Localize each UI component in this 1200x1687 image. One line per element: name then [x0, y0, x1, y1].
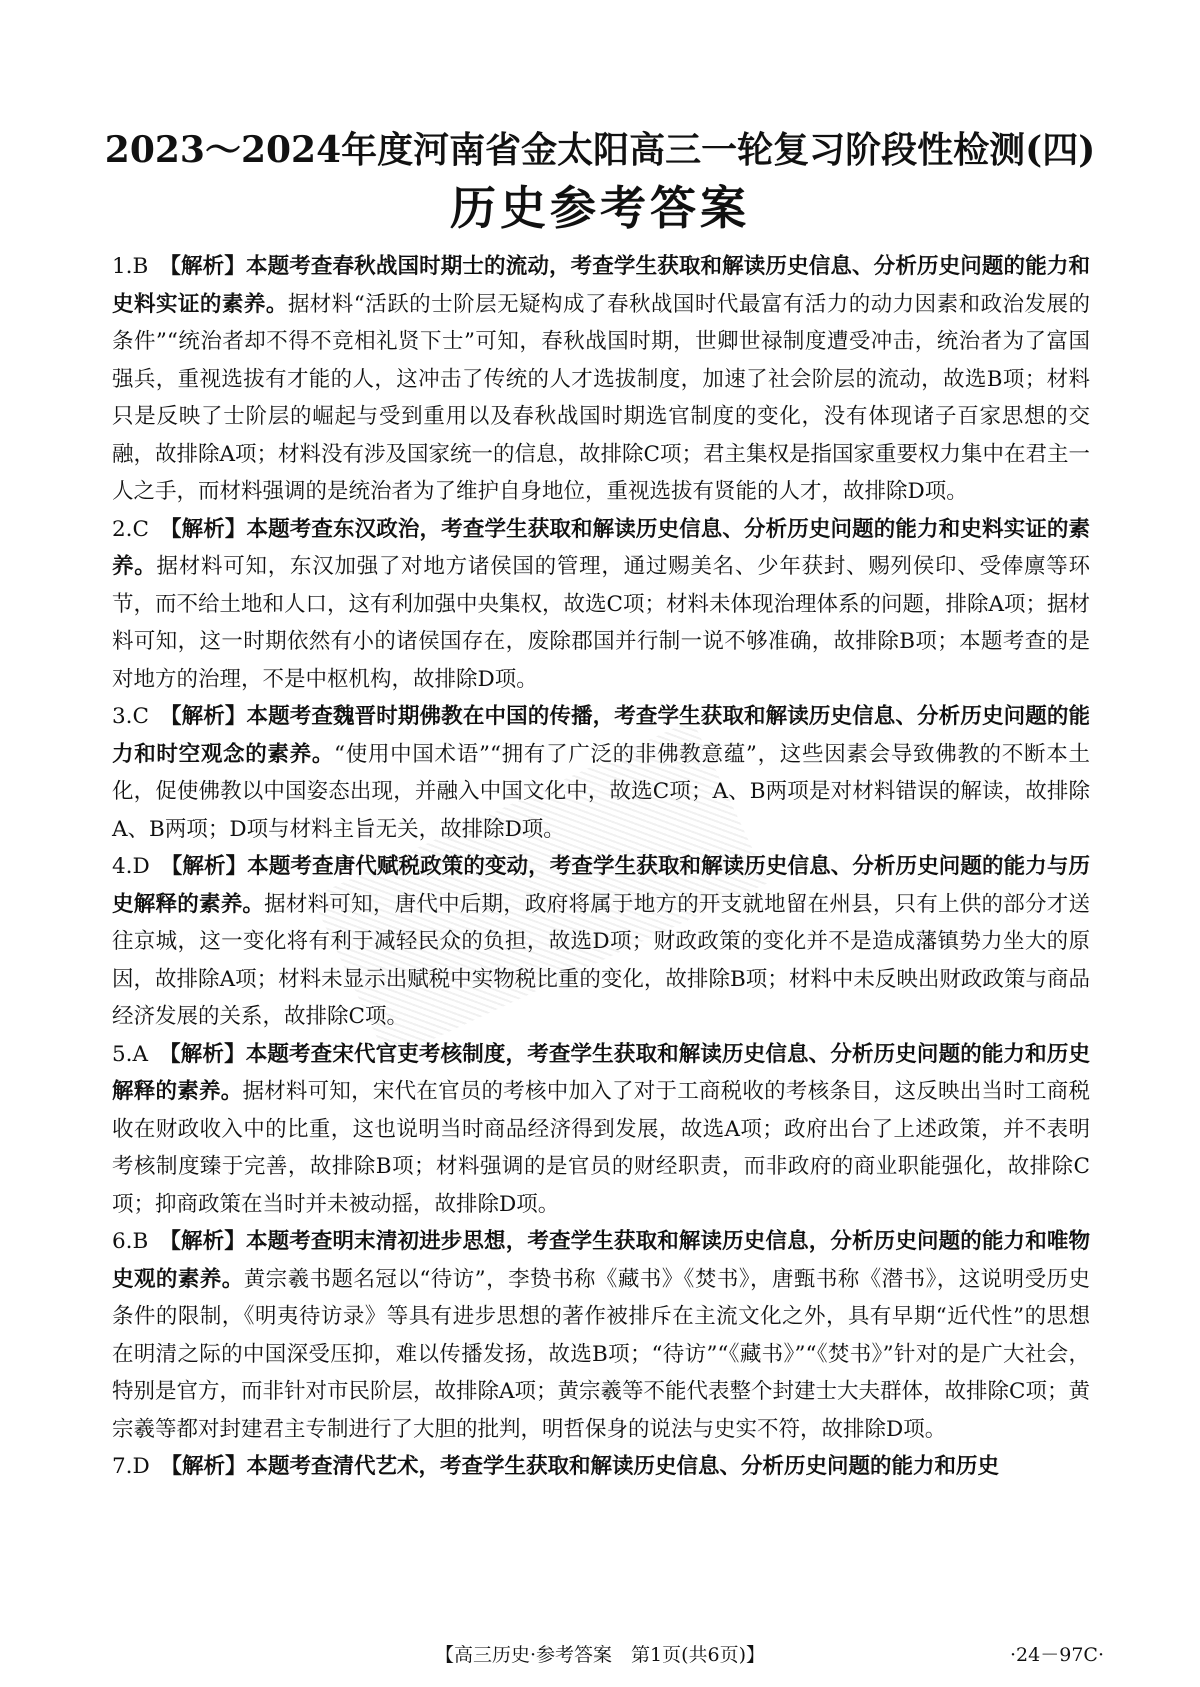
document-title: 2023～2024年度河南省金太阳高三一轮复习阶段性检测(四) [104, 129, 1096, 171]
answer-lead: 【解析】本题考查魏晋时期佛教在中国的传播，考查学生获取和解读历史信息、分析历史问题的能力和时空观念的素养。 [112, 704, 1090, 767]
footer-code: ·24－97C· [1010, 1644, 1104, 1666]
footer-page-info: 【高三历史·参考答案 第1页(共6页)】 [434, 1644, 766, 1666]
answer-item-2 [112, 511, 1090, 699]
answer-lead: 【解析】本题考查春秋战国时期士的流动，考查学生获取和解读历史信息、分析历史问题的能力和史料实证的素养。 [112, 254, 1090, 317]
answer-number: 7.D [112, 1454, 150, 1479]
answer-lead: 【解析】本题考查唐代赋税政策的变动，考查学生获取和解读历史信息、分析历史问题的能力与历史解释的素养。 [112, 854, 1090, 917]
answer-item-1 [112, 248, 1090, 511]
answer-body: 据材料可知，唐代中后期，政府将属于地方的开支就地留在州县，只有上供的部分才送往京城，这一变化将有利于减轻民众的负担，故选D项；财政政策的变化并不是造成藩镇势力坐大的原因，故排除A项；材料未显示出赋税中实物税比重的变化，故排除B项；材料中未反映出财政政策与商品经济发展的关系，故排除C项。 [112, 891, 1090, 1029]
answer-body: 据材料可知，东汉加强了对地方诸侯国的管理，通过赐美名、少年获封、赐列侯印、受俸廪等环节，而不给土地和人口，这有利加强中央集权，故选C项；材料未体现治理体系的问题，排除A项；据材料可知，这一时期依然有小的诸侯国存在，废除郡国并行制一说不够准确，故排除B项；本题考查的是对地方的治理，不是中枢机构，故排除D项。 [112, 554, 1090, 692]
answer-number: 4.D [112, 854, 150, 879]
answer-item-5 [112, 1036, 1090, 1224]
answer-item-7 [112, 1448, 1090, 1486]
answer-item-4 [112, 848, 1090, 1036]
answer-body: “使用中国术语”“拥有了广泛的非佛教意蕴”，这些因素会导致佛教的不断本土化，促使佛教以中国姿态出现，并融入中国文化中，故选C项；A、B两项是对材料错误的解读，故排除A、B两项；D项与材料主旨无关，故排除D项。 [112, 741, 1090, 842]
answer-body: 据材料“活跃的士阶层无疑构成了春秋战国时代最富有活力的动力因素和政治发展的条件”“统治者却不得不竞相礼贤下士”可知，春秋战国时期，世卿世禄制度遭受冲击，统治者为了富国强兵，重视选拔有才能的人，这冲击了传统的人才选拔制度，加速了社会阶层的流动，故选B项；材料只是反映了士阶层的崛起与受到重用以及春秋战国时期选官制度的变化，没有体现诸子百家思想的交融，故排除A项；材料没有涉及国家统一的信息，故排除C项；君主集权是指国家重要权力集中在君主一人之手，而材料强调的是统治者为了维护自身地位，重视选拔有贤能的人才，故排除D项。 [112, 291, 1090, 504]
answer-number: 1.B [112, 254, 149, 279]
answer-item-3 [112, 698, 1090, 848]
answer-number: 2.C [112, 516, 149, 542]
answer-list [112, 248, 1090, 1486]
page-footer [0, 1640, 1200, 1670]
answer-lead: 【解析】本题考查明末清初进步思想，考查学生获取和解读历史信息，分析历史问题的能力和唯物史观的素养。 [112, 1229, 1090, 1292]
answer-body: 黄宗羲书题名冠以“待访”，李贽书称《藏书》《焚书》，唐甄书称《潜书》，这说明受历史条件的限制，《明夷待访录》等具有进步思想的著作被排斥在主流文化之外，具有早期“近代性”的思想在明清之际的中国深受压抑，难以传播发扬，故选B项；“待访”“《藏书》”“《焚书》”针对的是广大社会，特别是官方，而非针对市民阶层，故排除A项；黄宗羲等不能代表整个封建士大夫群体，故排除C项；黄宗羲等都对封建君主专制进行了大胆的批判，明哲保身的说法与史实不符，故排除D项。 [112, 1266, 1090, 1442]
answer-number: 3.C [112, 704, 149, 729]
document-subtitle: 历史参考答案 [450, 181, 750, 235]
answer-number: 6.B [112, 1229, 149, 1254]
answer-number: 5.A [112, 1041, 149, 1067]
answer-lead: 【解析】本题考查清代艺术，考查学生获取和解读历史信息、分析历史问题的能力和历史 [171, 1454, 1000, 1479]
answer-body: 据材料可知，宋代在官员的考核中加入了对于工商税收的考核条目，这反映出当时工商税收在财政收入中的比重，这也说明当时商品经济得到发展，故选A项；政府出台了上述政策，并不表明考核制度臻于完善，故排除B项；材料强调的是官员的财经职责，而非政府的商业职能强化，故排除C项；抑商政策在当时并未被动摇，故排除D项。 [112, 1079, 1090, 1217]
answer-item-6 [112, 1223, 1090, 1448]
answer-lead: 【解析】本题考查东汉政治，考查学生获取和解读历史信息、分析历史问题的能力和史料实证的素养。 [112, 516, 1090, 579]
answer-lead: 【解析】本题考查宋代官吏考核制度，考查学生获取和解读历史信息、分析历史问题的能力和历史解释的素养。 [112, 1041, 1090, 1104]
